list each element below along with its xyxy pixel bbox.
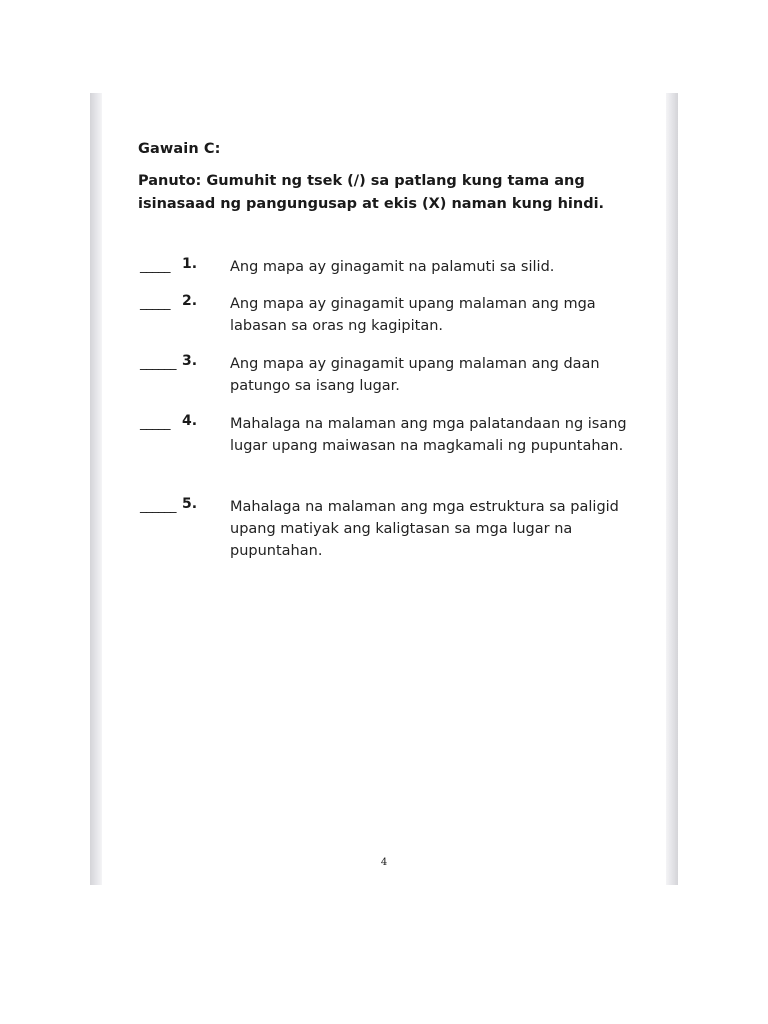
answer-blank: ______ <box>140 499 176 514</box>
worksheet-page <box>102 93 666 885</box>
question-number: 4. <box>182 413 198 429</box>
question-number: 1. <box>182 256 198 272</box>
page-right-shadow <box>666 93 678 885</box>
answer-blank: _____ <box>140 259 170 274</box>
question-statement: Ang mapa ay ginagamit upang malaman ang mga labasan sa oras ng kagipitan. <box>230 296 596 334</box>
question-statement: Ang mapa ay ginagamit upang malaman ang daan patungo sa isang lugar. <box>230 356 600 394</box>
answer-blank: ______ <box>140 356 176 371</box>
instructions-text: Panuto: Gumuhit ng tsek (/) sa patlang kung tama ang isinasaad ng pangungusap at ekis (X) naman kung hindi. <box>138 173 605 212</box>
question-number: 3. <box>182 353 198 369</box>
question-number: 2. <box>182 293 198 309</box>
question-statement: Mahalaga na malaman ang mga estruktura sa paligid upang matiyak ang kaligtasan sa mga lugar na pupuntahan. <box>230 499 619 559</box>
question-statement: Ang mapa ay ginagamit na palamuti sa silid. <box>230 259 555 275</box>
question-number: 5. <box>182 496 198 512</box>
activity-heading: Gawain C: <box>138 141 221 157</box>
question-statement: Mahalaga na malaman ang mga palatandaan ng isang lugar upang maiwasan na magkamali ng pupuntahan. <box>230 416 627 454</box>
page-left-shadow <box>90 93 102 885</box>
answer-blank: _____ <box>140 296 170 311</box>
page-number: 4 <box>380 857 388 868</box>
answer-blank: _____ <box>140 416 170 431</box>
